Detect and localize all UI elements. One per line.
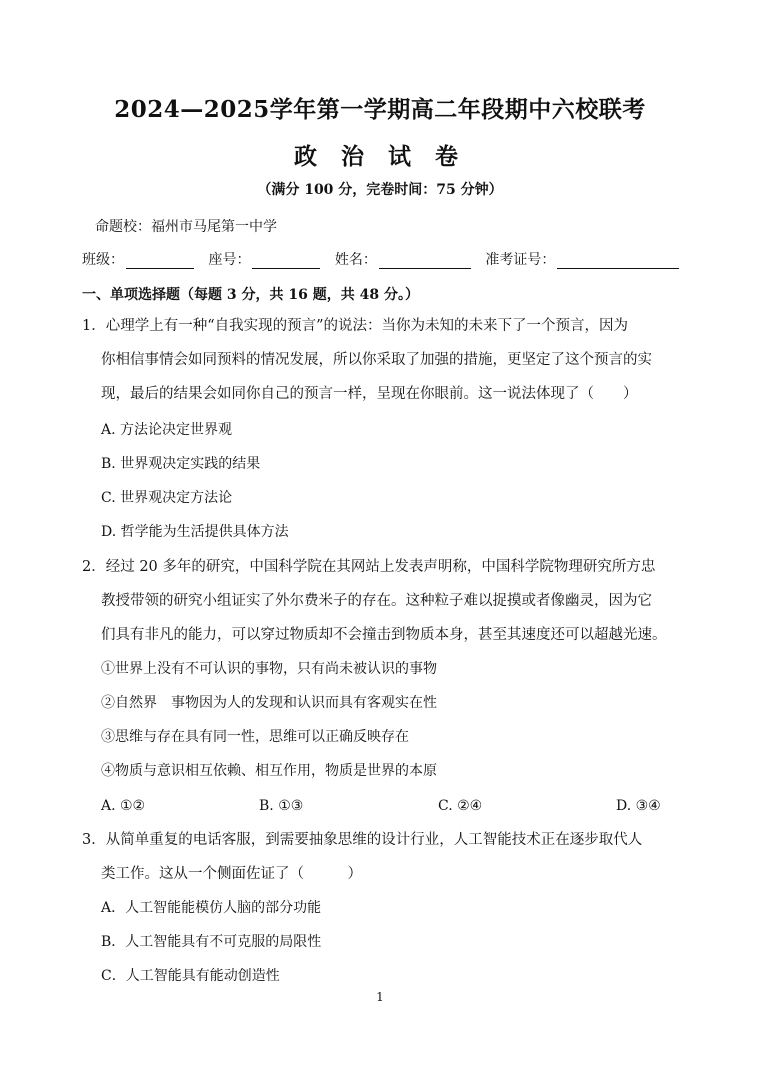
question-2-option-a[interactable]: A. ①② xyxy=(101,798,146,814)
seat-blank[interactable] xyxy=(252,252,320,269)
question-2-stem: 2．经过 20 多年的研究，中国科学院在其网站上发表声明称，中国科学院物理研究所方忠 教授带领的研究小组证实了外尔费米子的存在。这种粒子难以捉摸或者像幽灵，因为它 们具有非凡的能力，可以穿过物质却不会撞击到物质本身，甚至其速度还可以超越光速。 xyxy=(82,559,667,643)
exam-note: （满分 100 分，完卷时间：75 分钟） xyxy=(257,182,503,198)
question-2-option-d[interactable]: D. ③④ xyxy=(616,798,661,814)
question-2-statement-4: ④物质与意识相互依赖、相互作用，物质是世界的本原 xyxy=(101,763,437,779)
class-field[interactable]: 班级： xyxy=(82,249,194,269)
exam-id-field[interactable]: 准考证号： xyxy=(485,249,679,269)
question-1-option-d[interactable]: D. 哲学能为生活提供具体方法 xyxy=(101,524,289,540)
exam-title: 2024—2025学年第一学期高二年段期中六校联考 xyxy=(114,96,646,123)
question-3-option-c[interactable]: C．人工智能具有能动创造性 xyxy=(101,968,280,984)
student-info-fields xyxy=(82,249,682,269)
question-2-statement-1: ①世界上没有不可认识的事物，只有尚未被认识的事物 xyxy=(101,661,437,677)
seat-field[interactable]: 座号： xyxy=(208,249,320,269)
question-1-option-c[interactable]: C. 世界观决定方法论 xyxy=(101,490,233,506)
question-3-option-b[interactable]: B．人工智能具有不可克服的局限性 xyxy=(101,934,322,950)
exam-school: 命题校：福州市马尾第一中学 xyxy=(95,219,277,235)
class-blank[interactable] xyxy=(126,252,194,269)
name-field[interactable]: 姓名： xyxy=(335,249,471,269)
question-2-statement-3: ③思维与存在具有同一性，思维可以正确反映存在 xyxy=(101,729,409,745)
page-number: 1 xyxy=(376,990,384,1004)
question-1-option-a[interactable]: A. 方法论决定世界观 xyxy=(101,422,233,438)
name-blank[interactable] xyxy=(379,252,471,269)
question-3-stem: 3．从简单重复的电话客服，到需要抽象思维的设计行业，人工智能技术正在逐步取代人 类工作。这从一个侧面佐证了（ ） xyxy=(82,832,643,882)
question-2-option-b[interactable]: B. ①③ xyxy=(259,798,304,814)
question-2-option-c[interactable]: C. ②④ xyxy=(438,798,483,814)
question-2-statement-2: ②自然界 事物因为人的发现和认识而具有客观实在性 xyxy=(101,695,437,711)
exam-id-blank[interactable] xyxy=(557,252,679,269)
question-1-stem: 1．心理学上有一种“自我实现的预言”的说法：当你为未知的未来下了一个预言，因为 你相信事情会如同预料的情况发展，所以你采取了加强的措施，更坚定了这个预言的实 现，最后的结果会如同你自己的预言一样，呈现在你眼前。这一说法体现了（ ） xyxy=(82,318,652,402)
question-1-option-b[interactable]: B. 世界观决定实践的结果 xyxy=(101,456,261,472)
section-heading: 一、单项选择题（每题 3 分，共 16 题，共 48 分。） xyxy=(82,287,419,303)
question-3-option-a[interactable]: A．人工智能能模仿人脑的部分功能 xyxy=(101,900,322,916)
exam-subject: 政 治 试 卷 xyxy=(293,143,467,170)
